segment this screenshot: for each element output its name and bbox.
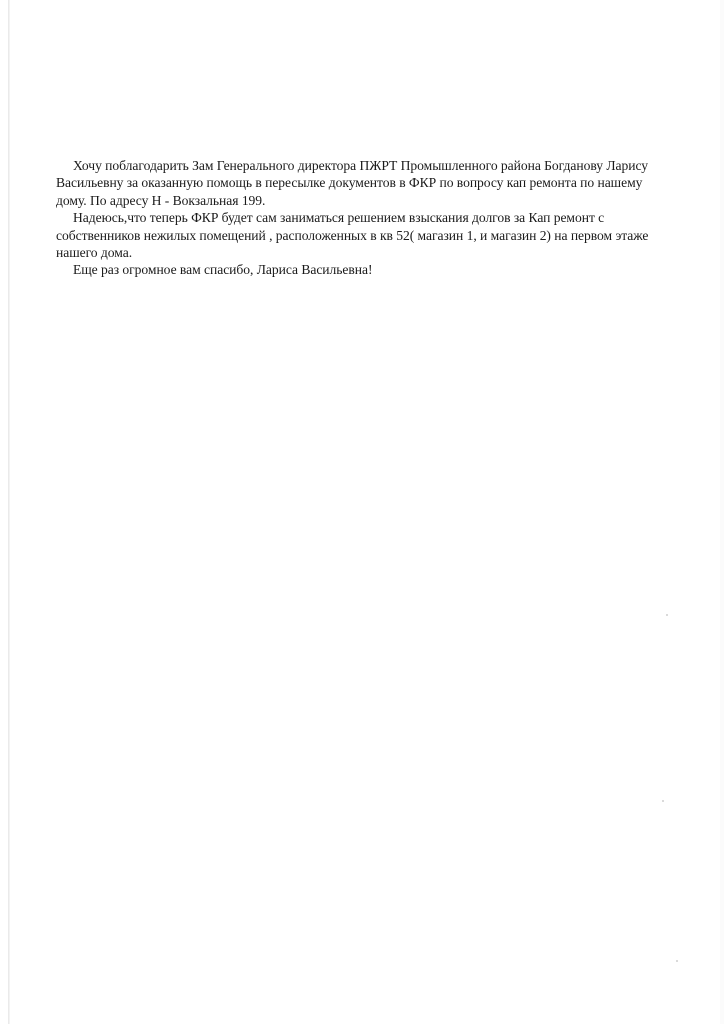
paragraph-hope: Надеюсь,что теперь ФКР будет сам заниматься решением взыскания долгов за Кап ремонт с собственников нежилых помещений , расположенных в кв 52( магазин 1, и магазин 2) на первом этаже нашего дома.: [56, 210, 649, 261]
scan-speck: [662, 800, 664, 802]
scan-speck: [666, 614, 668, 616]
scan-speck: [676, 960, 678, 962]
paragraph-gratitude: Хочу поблагодарить Зам Генерального директора ПЖРТ Промышленного района Богданову Ларису Васильевну за оказанную помощь в пересылке документов в ФКР по вопросу кап ремонта по нашему дому. По адресу Н - Вокзальная 199.: [56, 158, 649, 208]
paragraph-thanks: Еще раз огромное вам спасибо, Лариса Васильевна!: [73, 262, 373, 278]
letter-body: [56, 157, 676, 279]
scan-left-edge: [8, 0, 10, 1024]
scan-right-edge: [720, 0, 724, 1024]
